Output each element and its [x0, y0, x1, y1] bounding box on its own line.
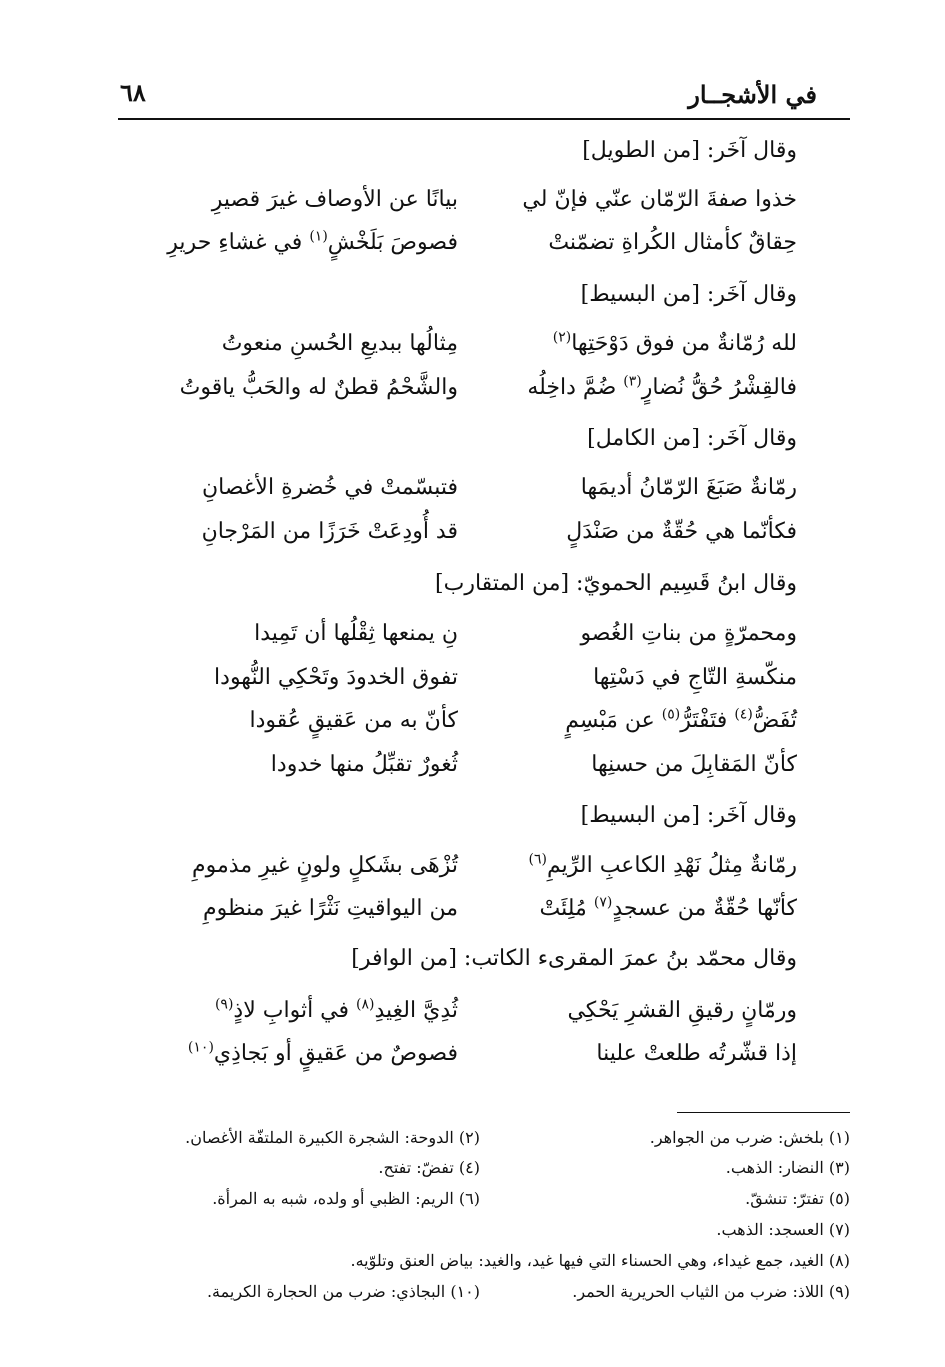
footnote: (٤) تفضّ: تفتح.: [378, 1158, 480, 1177]
poem-intro: وقال آخَر: [من البسيط]: [580, 282, 797, 307]
verse-text: لله رُمّانةٌ من فوق دَوْحَتِها: [571, 331, 797, 356]
verse-text: فصوصٌ من عَقيقٍ أو بَجاذِي: [213, 1041, 458, 1066]
verse-text: في أثوابِ لاذٍ: [233, 998, 357, 1023]
footnote: (١٠) البجاذي: ضرب من الحجارة الكريمة.: [206, 1282, 480, 1301]
footnote: (٩) اللاذ: ضرب من الثياب الحريرية الحمر.: [572, 1282, 850, 1301]
footnote: (٨) الغيد، جمع غيداء، وهي الحسناء التي فيها غيد، والغيد: بياض العنق وتلوّيه.: [350, 1251, 850, 1270]
footnote-rule: [677, 1112, 850, 1113]
verse-first-hemistich: خذوا صفةَ الرّمّان عنّي فإنّ لي: [522, 187, 797, 212]
verse-text: ثُدِيَّ الغِيدِ: [374, 998, 458, 1023]
verse-second-hemistich: [168, 230, 458, 255]
footnote: (١) بلخش: ضرب من الجواهر.: [649, 1128, 850, 1147]
footnote-marker: (١): [309, 228, 328, 245]
footnote-marker: (٣): [623, 373, 642, 390]
verse-second-hemistich: قد أُودِعَتْ خَرَزًا من المَرْجانِ: [201, 519, 458, 544]
verse-text: عن مَبْسِمٍ: [565, 708, 662, 733]
footnote: (٧) العسجد: الذهب.: [716, 1220, 850, 1239]
verse-text: فتَفْتَرُّ: [680, 708, 735, 733]
footnote-marker: (٩): [214, 996, 234, 1013]
footnote-marker: (٥): [661, 706, 681, 723]
verse-first-hemistich: حِقاقٌ كأمثال الكُراةِ تضمّنتْ: [548, 230, 797, 255]
poem-intro: وقال آخَر: [من الكامل]: [587, 426, 797, 451]
footnote: (٣) النضار: الذهب.: [725, 1158, 850, 1177]
verse-second-hemistich: كأنّ به من عَقيقٍ عُقودا: [249, 708, 458, 733]
verse-text: رمّانةٌ مِثلُ نَهْدِ الكاعبِ الرِّيمِ: [546, 853, 797, 878]
footnote: (٢) الدوحة: الشجرة الكبيرة الملتفّة الأغصان.: [185, 1128, 480, 1147]
poem-intro: وقال محمّد بنُ عمرَ المقرىء الكاتب: [من الوافر]: [351, 946, 797, 971]
verse-second-hemistich: ثُغورٌ تقبِّلُ منها خدودا: [270, 752, 458, 777]
verse-second-hemistich: مِثالُها ببديعِ الحُسنِ منعوتُ: [221, 331, 458, 356]
footnote-marker: (٨): [356, 996, 375, 1013]
verse-first-hemistich: [512, 896, 797, 921]
verse-first-hemistich: كأنّ المَقابِلَ من حسنِها: [591, 752, 797, 777]
verse-text: تُفَضُّ: [752, 708, 797, 733]
verse-second-hemistich: من اليواقيتِ نَثْرًا غيرَ منظومِ: [203, 896, 458, 921]
verse-first-hemistich: رمّانةٌ صَبَغَ الرّمّانُ أديمَها: [580, 475, 797, 500]
verse-second-hemistich: نِ يمنعها ثِقْلُها أن تَمِيدا: [254, 621, 458, 646]
verse-first-hemistich: إذا قشّرتُه طلعتْ علينا: [596, 1041, 797, 1066]
header-rule: [118, 118, 850, 120]
footnote-marker: (٧): [593, 894, 613, 911]
running-header-title: في الأشجــار: [688, 80, 817, 109]
verse-text: كأنّها حُقّةٌ من عسجدٍ: [612, 896, 797, 921]
verse-first-hemistich: [512, 331, 797, 356]
verse-first-hemistich: منكّسةِ التّاجِ في دَسْتِها: [593, 665, 797, 690]
footnote-marker: (٢): [552, 329, 572, 346]
footnote-marker: (٦): [528, 851, 547, 868]
verse-second-hemistich: والشَّحْمُ قطنٌ له والحَبُّ ياقوتُ: [179, 375, 458, 400]
footnote: (٦) الريم: الظبي أو ولده، شبه به المرأة.: [212, 1189, 480, 1208]
verse-text: مُلِئَتْ: [539, 896, 594, 921]
footnote: (٥) تفترّ: تنشقّ.: [745, 1189, 850, 1208]
footnote-marker: (٤): [734, 706, 753, 723]
verse-first-hemistich: ورمّانٍ رقيقِ القشرِ يَحْكِي: [567, 998, 797, 1023]
verse-first-hemistich: [512, 708, 797, 733]
verse-second-hemistich: [168, 998, 458, 1023]
verse-second-hemistich: تفوق الخدودَ وتَحْكِي النُّهودا: [214, 665, 458, 690]
poem-intro: وقال آخَر: [من البسيط]: [580, 803, 797, 828]
verse-second-hemistich: [168, 1041, 458, 1066]
verse-second-hemistich: فتبسّمتْ في خُضرةِ الأغصانِ: [201, 475, 458, 500]
verse-second-hemistich: تُزْهَى بشَكلٍ ولونٍ غيرِ مذمومِ: [192, 853, 458, 878]
verse-first-hemistich: [512, 375, 797, 400]
verse-first-hemistich: فكأنّما هي حُقّةٌ من صَنْدَلٍ: [566, 519, 797, 544]
footnote-marker: (١٠): [187, 1039, 214, 1056]
verse-first-hemistich: ومحمرّةٍ من بناتِ الغُصو: [580, 621, 797, 646]
verse-text: في غشاءِ حريرِ: [167, 230, 310, 255]
verse-text: فالقِشْرُ حُقُّ نُضارٍ: [641, 375, 797, 400]
page-number: ٦٨: [120, 78, 146, 107]
verse-first-hemistich: [512, 853, 797, 878]
poem-intro: وقال آخَر: [من الطويل]: [582, 138, 797, 163]
verse-second-hemistich: بيانًا عن الأوصاف غيرَ قصيرِ: [211, 187, 458, 212]
verse-text: ضُمَّ داخِلُه: [527, 375, 624, 400]
verse-text: فصوصَ بَلَخْشٍ: [327, 230, 458, 255]
poem-intro: وقال ابنُ قَسِيم الحمويّ: [من المتقارب]: [435, 571, 797, 596]
